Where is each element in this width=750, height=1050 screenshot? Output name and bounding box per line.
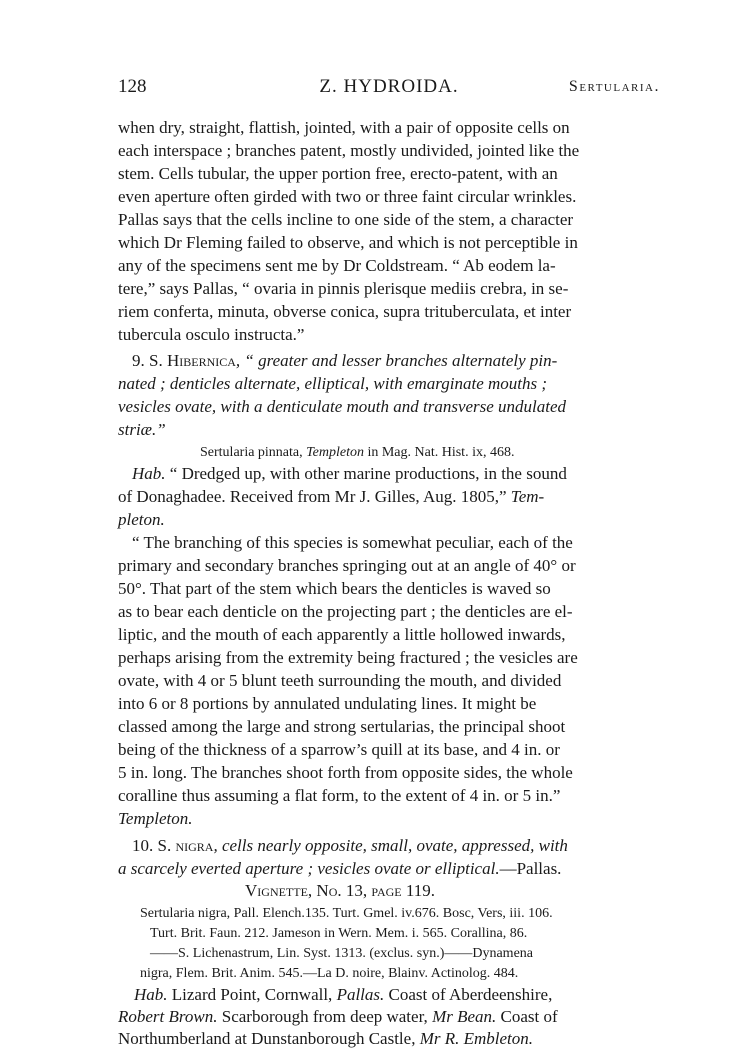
- species-name: Hibernica: [166, 351, 236, 370]
- quote-line: perhaps arising from the extremity being fractured ; the vesicles are: [118, 648, 578, 667]
- text-line: stem. Cells tubular, the upper portion free, erecto-patent, with an: [118, 164, 558, 183]
- text-line: Pallas says that the cells incline to one side of the stem, a character: [118, 210, 574, 229]
- synonymy-line: ——S. Lichenastrum, Lin. Syst. 1313. (exclus. syn.)——Dynamena: [150, 946, 534, 961]
- species-description: , cells nearly opposite, small, ovate, appressed, with: [213, 836, 568, 855]
- running-title: Z. HYDROIDA.: [319, 76, 459, 97]
- synonymy-line: Sertularia pinnata, Templeton in Mag. Nat. Hist. ix, 468.: [200, 445, 515, 460]
- species-heading: [132, 836, 568, 856]
- habitat-line: Robert Brown. Scarborough from deep water, Mr Bean. Coast of: [118, 1007, 558, 1026]
- species-description-line: vesicles ovate, with a denticulate mouth and transverse undulated: [118, 397, 567, 416]
- page-header: [118, 76, 660, 100]
- quote-line: ovate, with 4 or 5 blunt teeth surrounding the mouth, and divided: [118, 671, 562, 690]
- text-line: tere,” says Pallas, “ ovaria in pinnis plerisque mediis crebra, in se-: [118, 279, 569, 298]
- quote-line: Templeton.: [118, 809, 193, 828]
- quote-line: 5 in. long. The branches shoot forth from opposite sides, the whole: [118, 763, 573, 782]
- species-name: nigra: [175, 836, 214, 855]
- quote-line: as to bear each denticle on the projecting part ; the denticles are el-: [118, 602, 573, 621]
- species-description: , “ greater and lesser branches alternately pin-: [235, 351, 558, 370]
- text-line: any of the specimens sent me by Dr Coldstream. “ Ab eodem la-: [118, 256, 556, 275]
- quote-line: liptic, and the mouth of each apparently a little hollowed inwards,: [118, 625, 566, 644]
- quote-line: into 6 or 8 portions by annulated undulating lines. It might be: [118, 694, 537, 713]
- species-description-line: a scarcely everted aperture ; vesicles ovate or elliptical.—Pallas.: [118, 859, 562, 878]
- habitat-line: Hab. Lizard Point, Cornwall, Pallas. Coast of Aberdeenshire,: [134, 985, 553, 1004]
- page-number: 128: [118, 76, 147, 97]
- quote-line: primary and secondary branches springing out at an angle of 40° or: [118, 556, 576, 575]
- quote-line: coralline thus assuming a flat form, to the extent of 4 in. or 5 in.”: [118, 786, 561, 805]
- habitat-label: Hab.: [134, 985, 168, 1004]
- habitat-line: of Donaghadee. Received from Mr J. Gilles, Aug. 1805,” Tem-: [118, 487, 545, 506]
- habitat-line: pleton.: [118, 510, 165, 529]
- running-head-right: Sertularia.: [568, 78, 660, 95]
- quote-line: 50°. That part of the stem which bears the denticles is waved so: [118, 579, 551, 598]
- vignette-reference: Vignette, No. 13, page 119.: [245, 881, 435, 900]
- quote-line: being of the thickness of a sparrow’s quill at its base, and 4 in. or: [118, 740, 560, 759]
- synonymy-line: nigra, Flem. Brit. Anim. 545.—La D. noire, Blainv. Actinolog. 484.: [140, 966, 519, 981]
- synonymy-line: Sertularia nigra, Pall. Elench.135. Turt. Gmel. iv.676. Bosc, Vers, iii. 106.: [140, 906, 553, 921]
- text-line: which Dr Fleming failed to observe, and which is not perceptible in: [118, 233, 578, 252]
- quote-line: “ The branching of this species is somewhat peculiar, each of the: [132, 533, 573, 552]
- species-description-line: striæ.”: [118, 420, 166, 439]
- species-description-line: nated ; denticles alternate, elliptical, with emarginate mouths ;: [118, 374, 548, 393]
- species-number: 9. S.: [132, 351, 167, 370]
- text-line: riem conferta, minuta, obverse conica, supra trituberculata, et inter: [118, 302, 572, 321]
- quote-line: classed among the large and strong sertularias, the principal shoot: [118, 717, 566, 736]
- species-heading: [132, 351, 557, 371]
- habitat-line: Northumberland at Dunstanborough Castle, Mr R. Embleton.: [118, 1029, 534, 1048]
- habitat-label: Hab.: [132, 464, 166, 483]
- species-number: 10. S.: [132, 836, 176, 855]
- habitat-line: Hab. “ Dredged up, with other marine productions, in the sound: [132, 464, 567, 483]
- text-line: tubercula osculo instructa.”: [118, 325, 305, 344]
- synonymy-line: Turt. Brit. Faun. 212. Jameson in Wern. Mem. i. 565. Corallina, 86.: [150, 926, 528, 941]
- text-line: when dry, straight, flattish, jointed, with a pair of opposite cells on: [118, 118, 570, 137]
- text-line: each interspace ; branches patent, mostly undivided, jointed like the: [118, 141, 580, 160]
- text-line: even aperture often girded with two or three faint circular wrinkles.: [118, 187, 577, 206]
